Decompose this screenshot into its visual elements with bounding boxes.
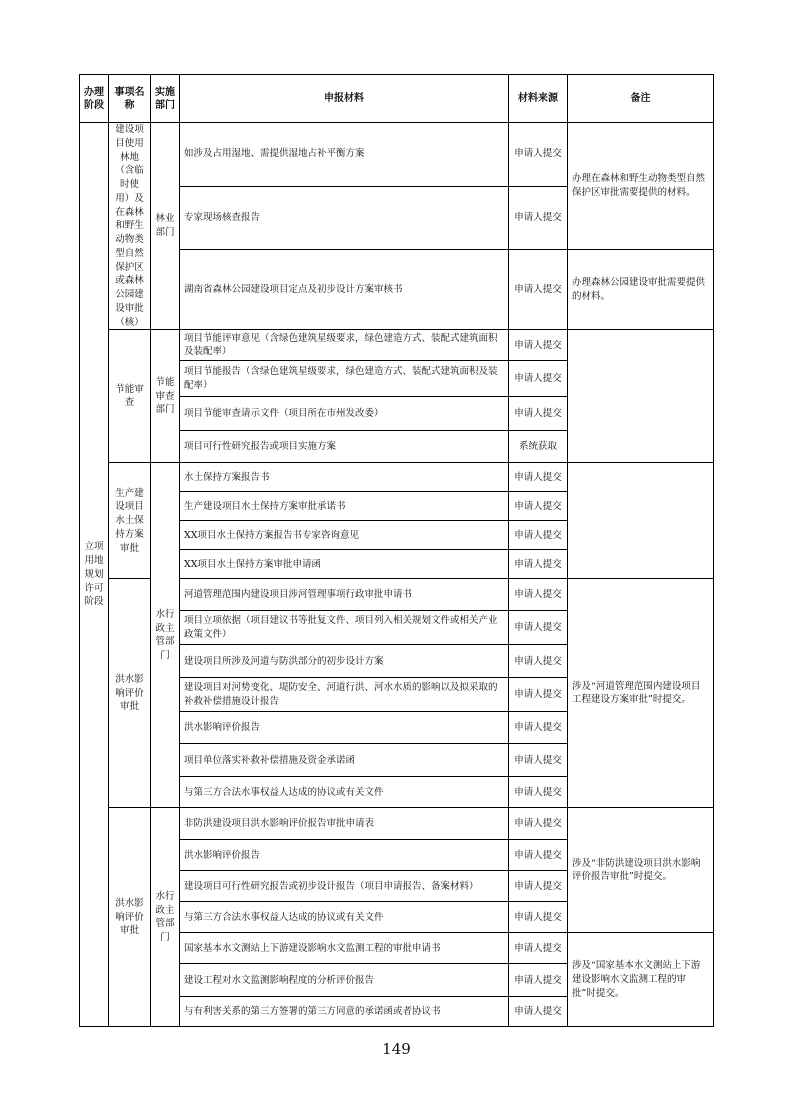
item-flood-1: 洪水影响评价审批: [109, 579, 151, 808]
source-cell: 申请人提交: [509, 123, 568, 187]
note-forest-2: 办理森林公园建设审批需要提供的材料。: [568, 250, 714, 330]
source-cell: 申请人提交: [509, 840, 568, 871]
material-cell: 专家现场核查报告: [180, 186, 509, 250]
source-cell: 申请人提交: [509, 579, 568, 611]
header-dept: 实施部门: [151, 75, 180, 123]
material-cell: 河道管理范围内建设项目涉河管理事项行政审批申请书: [180, 579, 509, 611]
note-flood-2b: 涉及“国家基本水文测站上下游建设影响水文监测工程的审批”时提交。: [568, 933, 714, 1027]
material-cell: 建设项目所涉及河道与防洪部分的初步设计方案: [180, 645, 509, 678]
dept-flood-2: 水行政主管部门: [151, 808, 180, 1027]
note-soil: [568, 463, 714, 579]
material-cell: 建设工程对水文监测影响程度的分析评价报告: [180, 964, 509, 997]
note-flood-1: 涉及“河道管理范围内建设项目工程建设方案审批”时提交。: [568, 579, 714, 808]
materials-table: [79, 74, 714, 1027]
material-cell: 洪水影响评价报告: [180, 712, 509, 744]
material-cell: 建设项目对河势变化、堤防安全、河道行洪、河水水质的影响以及拟采取的补救补偿措施设计报告: [180, 678, 509, 712]
source-cell: 申请人提交: [509, 777, 568, 808]
source-cell: 申请人提交: [509, 933, 568, 964]
material-cell: 水土保持方案报告书: [180, 463, 509, 492]
source-cell: 申请人提交: [509, 964, 568, 997]
source-cell: 申请人提交: [509, 645, 568, 678]
material-cell: 如涉及占用湿地、需提供湿地占补平衡方案: [180, 123, 509, 187]
source-cell: 申请人提交: [509, 397, 568, 431]
source-cell: 申请人提交: [509, 902, 568, 933]
note-energy: [568, 330, 714, 463]
header-row: [80, 75, 714, 123]
note-flood-2a: 涉及“非防洪建设项目洪水影响评价报告审批”时提交。: [568, 808, 714, 933]
table-row: [80, 123, 714, 187]
source-cell: 申请人提交: [509, 463, 568, 492]
material-cell: XX项目水土保持方案报告书专家咨询意见: [180, 521, 509, 550]
material-cell: 项目单位落实补救补偿措施及资金承诺函: [180, 744, 509, 777]
page-number: 149: [382, 1040, 411, 1058]
header-note: 备注: [568, 75, 714, 123]
item-energy: 节能审查: [109, 330, 151, 463]
material-cell: 项目节能评审意见（含绿色建筑星级要求，绿色建造方式、装配式建筑面积及装配率）: [180, 330, 509, 361]
item-flood-2: 洪水影响评价审批: [109, 808, 151, 1027]
header-stage: 办理阶段: [80, 75, 109, 123]
table-row: [80, 808, 714, 840]
source-cell: 系统获取: [509, 431, 568, 463]
source-cell: 申请人提交: [509, 550, 568, 579]
material-cell: XX项目水土保持方案审批申请函: [180, 550, 509, 579]
header-source: 材料来源: [509, 75, 568, 123]
material-cell: 洪水影响评价报告: [180, 840, 509, 871]
source-cell: 申请人提交: [509, 712, 568, 744]
dept-water: 水行政主管部门: [151, 463, 180, 808]
source-cell: 申请人提交: [509, 744, 568, 777]
material-cell: 项目可行性研究报告或项目实施方案: [180, 431, 509, 463]
source-cell: 申请人提交: [509, 186, 568, 250]
material-cell: 建设项目可行性研究报告或初步设计报告（项目申请报告、备案材料）: [180, 871, 509, 902]
material-cell: 项目节能审查请示文件（项目所在市州发改委）: [180, 397, 509, 431]
material-cell: 项目节能报告（含绿色建筑星级要求，绿色建造方式、装配式建筑面积及装配率）: [180, 361, 509, 397]
source-cell: 申请人提交: [509, 678, 568, 712]
source-cell: 申请人提交: [509, 997, 568, 1027]
source-cell: 申请人提交: [509, 492, 568, 521]
source-cell: 申请人提交: [509, 330, 568, 361]
material-cell: 与有利害关系的第三方签署的第三方同意的承诺函或者协议书: [180, 997, 509, 1027]
source-cell: 申请人提交: [509, 871, 568, 902]
table-row: [80, 330, 714, 361]
header-item: 事项名称: [109, 75, 151, 123]
source-cell: 申请人提交: [509, 521, 568, 550]
source-cell: 申请人提交: [509, 250, 568, 330]
item-soil: 生产建设项目水土保持方案审批: [109, 463, 151, 579]
material-cell: 湖南省森林公园建设项目定点及初步设计方案审核书: [180, 250, 509, 330]
material-cell: 与第三方合法水事权益人达成的协议或有关文件: [180, 902, 509, 933]
source-cell: 申请人提交: [509, 361, 568, 397]
dept-energy: 节能审查部门: [151, 330, 180, 463]
header-material: 申报材料: [180, 75, 509, 123]
dept-forest: 林业部门: [151, 123, 180, 330]
material-cell: 生产建设项目水土保持方案审批承诺书: [180, 492, 509, 521]
stage-cell: 立项用地规划许可阶段: [80, 123, 109, 1027]
source-cell: 申请人提交: [509, 808, 568, 840]
material-cell: 国家基本水文测站上下游建设影响水文监测工程的审批申请书: [180, 933, 509, 964]
table-row: [80, 463, 714, 492]
material-cell: 与第三方合法水事权益人达成的协议或有关文件: [180, 777, 509, 808]
note-forest-1: 办理在森林和野生动物类型自然保护区审批需要提供的材料。: [568, 123, 714, 250]
item-forest: 建设项目使用林地（含临时使用）及在森林和野生动物类型自然保护区或森林公园建设审批（核）: [109, 123, 151, 330]
source-cell: 申请人提交: [509, 611, 568, 645]
material-cell: 项目立项依据（项目建议书等批复文件、项目列入相关规划文件或相关产业政策文件）: [180, 611, 509, 645]
material-cell: 非防洪建设项目洪水影响评价报告审批申请表: [180, 808, 509, 840]
